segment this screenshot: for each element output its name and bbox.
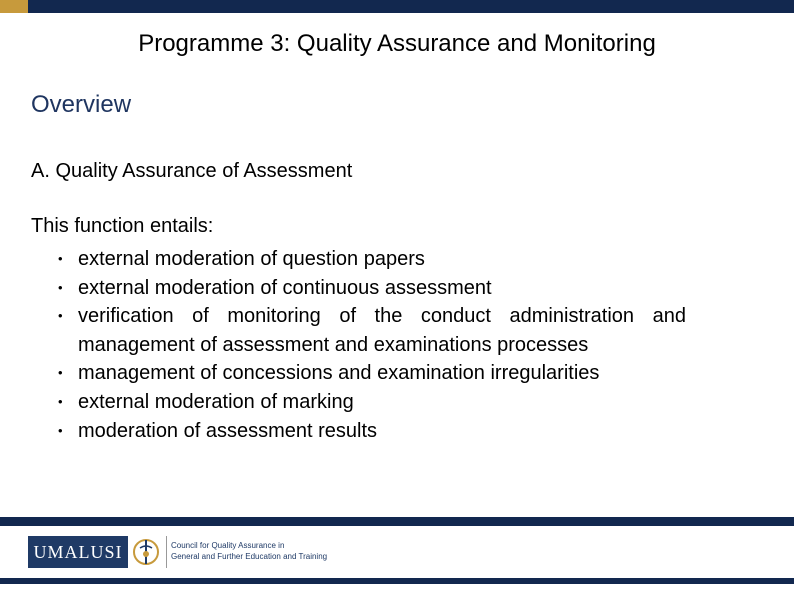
bullet-item xyxy=(58,359,764,388)
bullet-dot: • xyxy=(58,422,63,438)
logo-divider xyxy=(166,536,167,568)
emblem-icon xyxy=(131,534,161,570)
intro-text: This function entails: xyxy=(31,215,214,237)
bullet-item xyxy=(58,302,764,359)
bullet-text-line1: verification of monitoring of the conduct administration and xyxy=(78,305,686,328)
top-accent xyxy=(0,0,28,13)
footer-bottom-band xyxy=(0,578,794,584)
bullet-text: external moderation of question papers xyxy=(78,248,425,270)
bullet-text: management of concessions and examination irregularities xyxy=(78,362,600,385)
bullet-item xyxy=(58,388,764,417)
org-name xyxy=(171,540,327,562)
bullet-item xyxy=(58,245,764,274)
bullet-dot: • xyxy=(58,308,63,324)
bullet-item xyxy=(58,417,764,446)
bullet-item xyxy=(58,274,764,303)
footer-band xyxy=(0,517,794,526)
top-bar xyxy=(0,0,794,13)
org-line-1: Council for Quality Assurance in xyxy=(171,541,285,550)
umalusi-logo: UMALUSI xyxy=(28,536,128,568)
bullet-text-line2: management of assessment and examinations processes xyxy=(78,333,589,356)
bullet-text: external moderation of continuous assessment xyxy=(78,276,492,299)
section-heading: Overview xyxy=(31,91,132,118)
bullet-dot: • xyxy=(58,279,63,295)
bullet-text: external moderation of marking xyxy=(78,390,354,413)
bullet-text: moderation of assessment results xyxy=(78,419,378,442)
org-line-2: General and Further Education and Training xyxy=(171,552,328,561)
bullet-list xyxy=(58,245,764,445)
bullet-dot: • xyxy=(58,251,63,266)
bullet-dot: • xyxy=(58,393,63,409)
page-title: Programme 3: Quality Assurance and Monitoring xyxy=(138,30,656,57)
section-subheading: A. Quality Assurance of Assessment xyxy=(31,160,353,182)
bullet-dot: • xyxy=(58,365,63,381)
